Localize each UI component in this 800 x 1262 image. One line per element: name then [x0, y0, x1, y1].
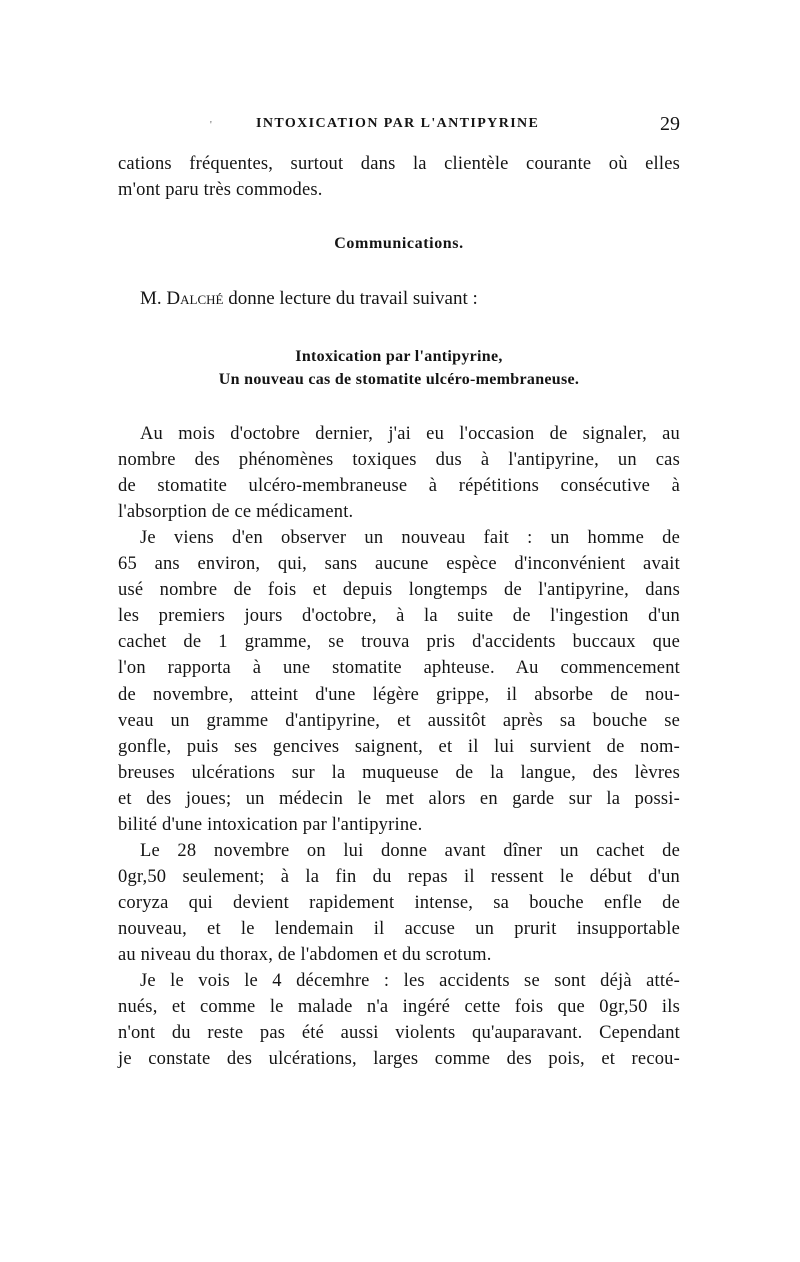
body-line: coryza qui devient rapidement intense, sa bouche enfle de — [118, 892, 680, 913]
body-line: Le 28 novembre on lui donne avant dîner un cachet de — [140, 840, 680, 861]
body-line: gonfle, puis ses gencives saignent, et il lui survient de nom- — [118, 736, 680, 757]
body-line: je constate des ulcérations, larges comme des pois, et recou- — [118, 1049, 680, 1070]
body-line: les premiers jours d'octobre, à la suite de l'ingestion d'un — [118, 606, 680, 627]
body-line: breuses ulcérations sur la muqueuse de la langue, des lèvres — [118, 762, 680, 783]
author-name: Dalché — [166, 288, 224, 309]
opening-line-2: m'ont paru très commodes. — [118, 180, 323, 200]
body-line: nombre des phénomènes toxiques dus à l'antipyrine, un cas — [118, 450, 680, 471]
body-line: bilité d'une intoxication par l'antipyrine. — [118, 814, 423, 835]
body-line: Je le vois le 4 décemhre : les accidents se sont déjà atté- — [140, 971, 680, 992]
body-line: Je viens d'en observer un nouveau fait : un homme de — [140, 528, 680, 549]
book-page — [118, 0, 680, 1262]
body-line: usé nombre de fois et depuis longtemps de l'antipyrine, dans — [118, 580, 680, 601]
body-line: au niveau du thorax, de l'abdomen et du scrotum. — [118, 945, 492, 965]
body-line: cachet de 1 gramme, se trouva pris d'accidents buccaux que — [118, 632, 680, 653]
intro-prefix: M. — [140, 288, 167, 309]
body-line: veau un gramme d'antipyrine, et aussitôt après sa bouche se — [118, 710, 680, 731]
running-title: INTOXICATION PAR L'ANTIPYRINE — [256, 116, 540, 131]
body-line: n'ont du reste pas été aussi violents qu'auparavant. Cependant — [118, 1023, 680, 1044]
opening-line-1: cations fréquentes, surtout dans la clientèle courante où elles — [118, 154, 680, 174]
body-line: nués, et comme le malade n'a ingéré cette fois que 0gr,50 ils — [118, 997, 680, 1018]
tick-mark: ' — [210, 120, 212, 131]
section-heading: Communications. — [334, 235, 464, 252]
body-line: l'on rapporta à une stomatite aphteuse. Au commencement — [118, 658, 680, 679]
body-line: Au mois d'octobre dernier, j'ai eu l'occasion de signaler, au — [140, 424, 680, 444]
body-line: 0gr,50 seulement; à la fin du repas il ressent le début d'un — [118, 866, 680, 887]
article-title-line-2: Un nouveau cas de stomatite ulcéro-membraneuse. — [218, 371, 580, 388]
body-line: de stomatite ulcéro-membraneuse à répétitions consécutive à — [118, 476, 680, 497]
body-line: et des joues; un médecin le met alors en garde sur la possi- — [118, 788, 680, 809]
intro-suffix: donne lecture du travail suivant : — [223, 288, 478, 309]
body-line: 65 ans environ, qui, sans aucune espèce d'inconvénient avait — [118, 554, 680, 575]
page-number: 29 — [660, 113, 680, 135]
article-title-line-1: Intoxication par l'antipyrine, — [295, 348, 503, 365]
body-line: nouveau, et le lendemain il accuse un prurit insupportable — [118, 918, 680, 939]
running-head — [118, 113, 680, 140]
body-line: de novembre, atteint d'une légère grippe, il absorbe de nou- — [118, 684, 680, 705]
intro-line — [140, 288, 478, 310]
body-line: l'absorption de ce médicament. — [118, 502, 354, 523]
